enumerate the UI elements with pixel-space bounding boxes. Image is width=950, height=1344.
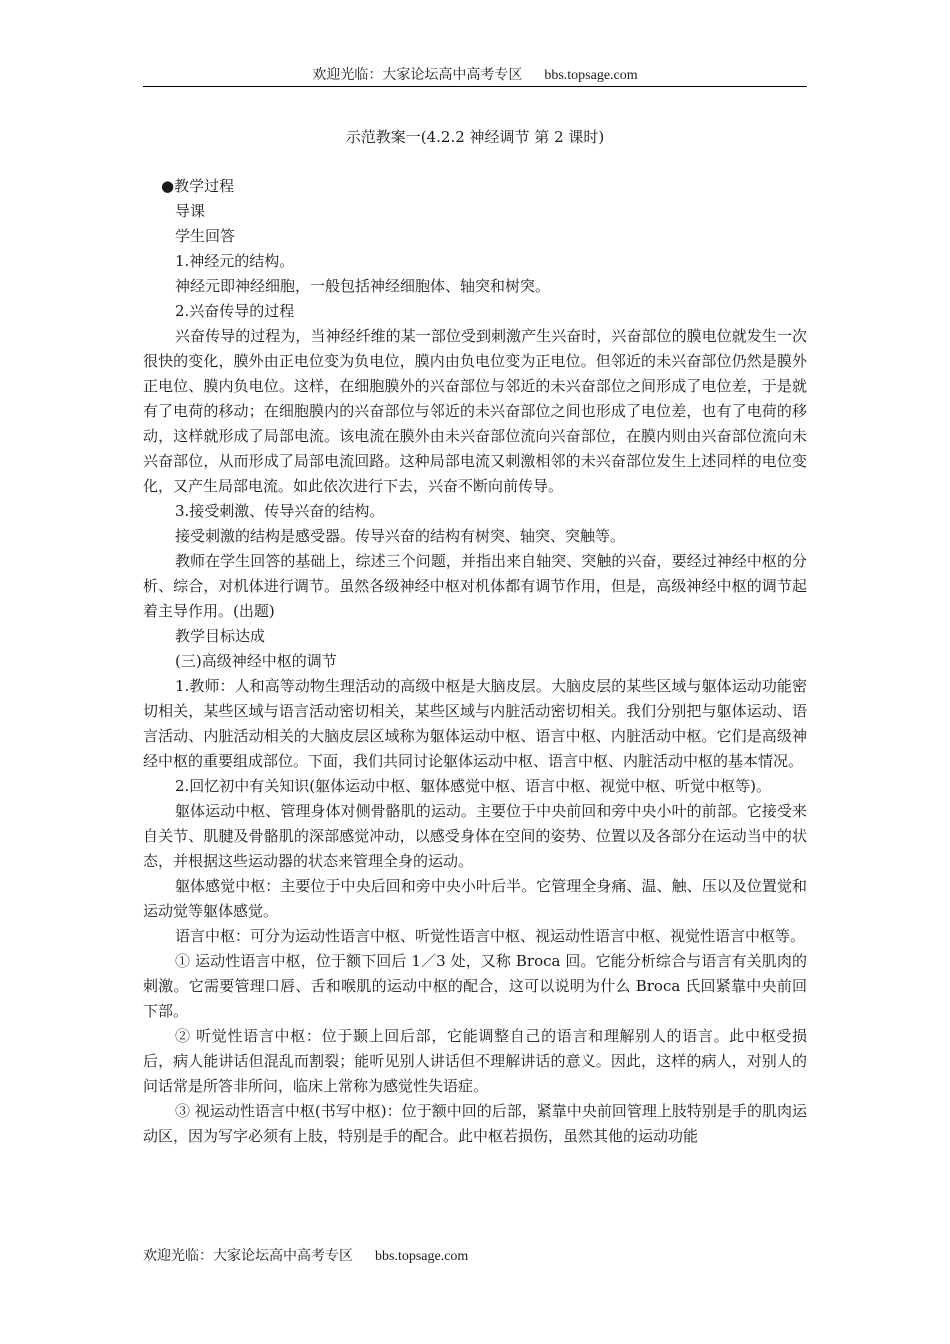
paragraph: 3.接受刺激、传导兴奋的结构。 <box>175 502 385 520</box>
paragraph: 导课 <box>175 202 206 220</box>
section-heading: ●教学过程 <box>161 177 235 195</box>
paragraph: 1.教师：人和高等动物生理活动的高级中枢是大脑皮层。大脑皮层的某些区域与躯体运动功能密切相关，某些区域与语言活动密切相关，某些区域与内脏活动密切相关。我们分别把与躯体运动、语言活动、内脏活动相关的大脑皮层区域称为躯体运动中枢、语言中枢、内脏活动中枢。它们是高级神经中枢的重要组成部位。下面，我们共同讨论躯体运动中枢、语言中枢、内脏活动中枢的基本情况。 <box>143 677 807 770</box>
paragraph: 兴奋传导的过程为，当神经纤维的某一部位受到刺激产生兴奋时，兴奋部位的膜电位就发生一次很快的变化，膜外由正电位变为负电位，膜内由负电位变为正电位。但邻近的未兴奋部位仍然是膜外正电位、膜内负电位。这样，在细胞膜外的兴奋部位与邻近的未兴奋部位之间形成了电位差，于是就有了电荷的移动；在细胞膜内的兴奋部位与邻近的未兴奋部位之间也形成了电位差，也有了电荷的移动，这样就形成了局部电流。该电流在膜外由未兴奋部位流向兴奋部位，在膜内则由兴奋部位流向未兴奋部位，从而形成了局部电流回路。这种局部电流又刺激相邻的未兴奋部位发生上述同样的电位变化，又产生局部电流。如此依次进行下去，兴奋不断向前传导。 <box>143 327 807 495</box>
paragraph: (三)高级神经中枢的调节 <box>175 652 337 670</box>
paragraph: 躯体感觉中枢：主要位于中央后回和旁中央小叶后半。它管理全身痛、温、触、压以及位置觉和运动觉等躯体感觉。 <box>143 877 807 920</box>
footer-site-link[interactable]: bbs.topsage.com <box>375 1249 469 1264</box>
paragraph: 躯体运动中枢、管理身体对侧骨骼肌的运动。主要位于中央前回和旁中央小叶的前部。它接受来自关节、肌腱及骨骼肌的深部感觉冲动，以感受身体在空间的姿势、位置以及各部分在运动当中的状态，并根据这些运动器的状态来管理全身的运动。 <box>143 802 807 870</box>
paragraph: ① 运动性语言中枢，位于额下回后 1／3 处，又称 Broca 回。它能分析综合与语言有关肌肉的刺激。它需要管理口唇、舌和喉肌的运动中枢的配合，这可以说明为什么 Broca 氏回紧靠中央前回下部。 <box>143 952 807 1020</box>
paragraph: 教师在学生回答的基础上，综述三个问题，并指出来自轴突、突触的兴奋，要经过神经中枢的分析、综合，对机体进行调节。虽然各级神经中枢对机体都有调节作用，但是，高级神经中枢的调节起着主导作用。(出题) <box>143 552 807 620</box>
page-footer <box>143 1247 807 1266</box>
header-divider <box>143 86 807 87</box>
paragraph: 2.回忆初中有关知识(躯体运动中枢、躯体感觉中枢、语言中枢、视觉中枢、听觉中枢等)。 <box>175 777 772 795</box>
footer-text: 欢迎光临：大家论坛高中高考专区 <box>143 1248 353 1264</box>
paragraph: 1.神经元的结构。 <box>175 252 295 270</box>
paragraph: 学生回答 <box>175 227 236 245</box>
header-site-link[interactable]: bbs.topsage.com <box>544 68 638 83</box>
paragraph: 神经元即神经细胞，一般包括神经细胞体、轴突和树突。 <box>175 277 551 295</box>
document-body <box>143 174 807 1149</box>
paragraph: ③ 视运动性语言中枢(书写中枢)：位于额中回的后部，紧靠中央前回管理上肢特别是手的肌肉运动区，因为写字必须有上肢，特别是手的配合。此中枢若损伤，虽然其他的运动功能 <box>143 1102 807 1145</box>
paragraph: 2.兴奋传导的过程 <box>175 302 295 320</box>
paragraph: 教学目标达成 <box>175 627 266 645</box>
paragraph: 语言中枢：可分为运动性语言中枢、听觉性语言中枢、视运动性语言中枢、视觉性语言中枢等。 <box>175 927 806 945</box>
document-title: 示范教案一(4.2.2 神经调节 第 2 课时) <box>345 128 605 146</box>
header-text: 欢迎光临：大家论坛高中高考专区 <box>312 67 523 83</box>
paragraph: ② 听觉性语言中枢：位于颞上回后部，它能调整自己的语言和理解别人的语言。此中枢受损后，病人能讲话但混乱而割裂；能听见别人讲话但不理解讲话的意义。因此，这样的病人，对别人的问话常是所答非所问，临床上常称为感觉性失语症。 <box>143 1027 807 1095</box>
paragraph: 接受刺激的结构是感受器。传导兴奋的结构有树突、轴突、突触等。 <box>175 527 626 545</box>
page-header <box>143 66 807 85</box>
